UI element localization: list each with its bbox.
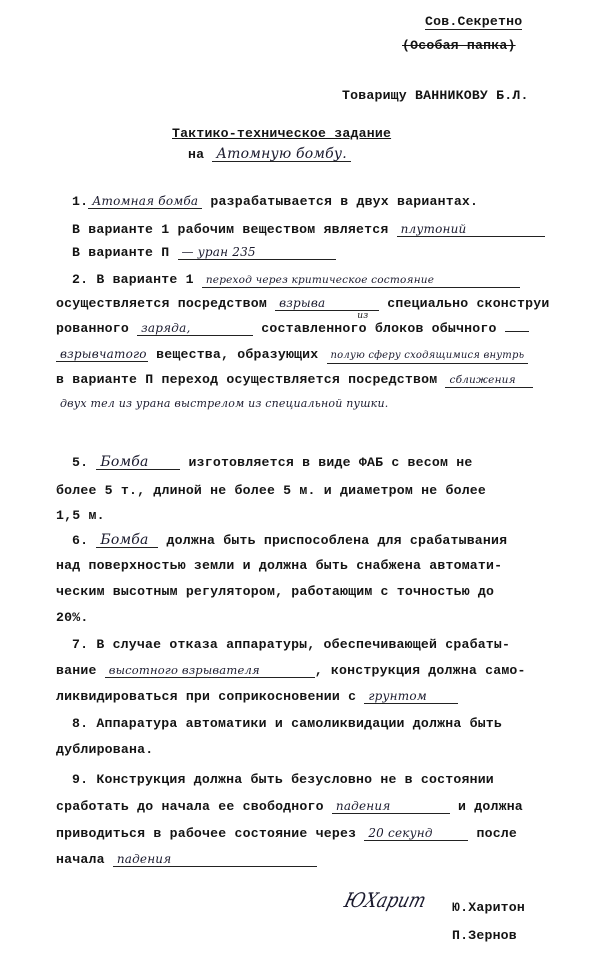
p9-l2-text-b: и должна — [458, 799, 523, 814]
signature-name-zernov: П.Зернов — [452, 928, 517, 943]
p2-line1 — [72, 272, 520, 288]
p5-handwritten-bomb: Бомба — [96, 455, 180, 470]
p6-l1-text: должна быть приспособлена для срабатывания — [166, 533, 508, 548]
p2-superscript: из — [357, 311, 369, 321]
p9-handwritten-fall-2: падения — [113, 852, 317, 867]
p9-handwritten-seconds: 20 секунд — [364, 826, 468, 841]
p2-l1-text: 2. В варианте 1 — [72, 272, 194, 287]
p2-handwritten-charge: заряда, — [137, 321, 253, 336]
p2-l3-text-a: рованного — [56, 321, 130, 336]
document-title-line2 — [188, 147, 351, 162]
classification-stamp: Сов.Секретно — [425, 14, 523, 29]
p1-text: разрабатывается в двух вариантах. — [210, 194, 479, 209]
p2-handwritten-explosive: взрывчатого — [56, 347, 148, 362]
p5-l1-text: изготовляется в виде ФАБ с весом не — [188, 455, 473, 470]
p7-handwritten-ground: грунтом — [364, 689, 458, 704]
p6-line3: ческим высотным регулятором, работающим с точностью до — [56, 584, 495, 599]
p2-line6 — [56, 396, 540, 411]
title-prefix: на — [188, 147, 205, 162]
p1-handwritten-bomb: Атомная бомба — [88, 194, 202, 209]
p2-line2 — [56, 296, 550, 311]
addressee: Товарищу ВАННИКОВУ Б.Л. — [342, 88, 529, 103]
p8-line2: дублирована. — [56, 742, 154, 757]
p1-line1 — [72, 194, 478, 209]
folder-note: (Особая папка) — [402, 38, 516, 53]
p1-l3-text: В варианте П — [72, 245, 170, 260]
p5-line1 — [72, 455, 472, 470]
p9-line3 — [56, 826, 517, 841]
p5-line2: более 5 т., длиной не более 5 м. и диаметром не более — [56, 483, 487, 498]
p2-handwritten-sphere: полую сферу сходящимися внутрь — [327, 349, 529, 364]
p6-number: 6. — [72, 533, 89, 548]
p1-handwritten-plutonium: плутоний — [397, 222, 545, 237]
p9-l3-text-b: после — [476, 826, 518, 841]
p6-line4: 20%. — [56, 610, 89, 625]
p2-handwritten-gun: двух тел из урана выстрелом из специальной пушки. — [60, 397, 389, 410]
p9-line1: 9. Конструкция должна быть безусловно не в состоянии — [72, 772, 494, 787]
document-title: Тактико-техническое задание — [172, 126, 392, 141]
p9-line4 — [56, 852, 317, 867]
p1-number: 1. — [72, 194, 89, 209]
p2-l3-text-b: составленного блоков обычного — [261, 321, 497, 336]
handwritten-signature: ЮХарит — [341, 888, 429, 912]
p1-line3 — [72, 245, 336, 260]
p2-handwritten-critical: переход через критическое состояние — [202, 273, 520, 288]
p1-l2-text: В варианте 1 рабочим веществом является — [72, 222, 389, 237]
p7-handwritten-fuse: высотного взрывателя — [105, 663, 315, 678]
p7-line1: 7. В случае отказа аппаратуры, обеспечивающей срабаты- — [72, 637, 511, 652]
p2-l2-text-b: специально сконструи — [387, 296, 550, 311]
p2-handwritten-convergence: сближения — [445, 373, 533, 388]
p1-handwritten-uranium: — уран 235 — [178, 245, 336, 260]
p7-line3 — [56, 689, 458, 704]
p6-line1 — [72, 533, 507, 548]
p5-line3: 1,5 м. — [56, 508, 105, 523]
p9-l2-text-a: сработать до начала ее свободного — [56, 799, 324, 814]
p2-l5-text: в варианте П переход осуществляется посредством — [56, 372, 438, 387]
p6-handwritten-bomb: Бомба — [96, 533, 158, 548]
p7-line2 — [56, 663, 526, 678]
p5-number: 5. — [72, 455, 89, 470]
p9-l3-text-a: приводиться в рабочее состояние через — [56, 826, 357, 841]
p7-l2-text-a: вание — [56, 663, 97, 678]
p2-line4 — [56, 347, 528, 364]
p7-l3-text: ликвидироваться при соприкосновении с — [56, 689, 357, 704]
p1-line2 — [72, 222, 545, 237]
p9-line2 — [56, 799, 523, 814]
p2-line3 — [56, 311, 529, 336]
p8-line1: 8. Аппаратура автоматики и самоликвидации должна быть — [72, 716, 503, 731]
p6-line2: над поверхностью земли и должна быть снабжена автомати- — [56, 558, 503, 573]
title-handwritten: Атомную бомбу. — [212, 147, 351, 162]
p2-l4-text: вещества, образующих — [156, 347, 319, 362]
p2-handwritten-explosion: взрыва — [275, 296, 379, 311]
p9-handwritten-fall: падения — [332, 799, 450, 814]
p2-line5 — [56, 372, 533, 388]
p2-blank — [505, 331, 529, 332]
p2-l2-text-a: осуществляется посредством — [56, 296, 267, 311]
p7-l2-text-b: , конструкция должна само- — [314, 663, 526, 678]
signature-name-khariton: Ю.Харитон — [452, 900, 526, 915]
p9-l4-text: начала — [56, 852, 105, 867]
